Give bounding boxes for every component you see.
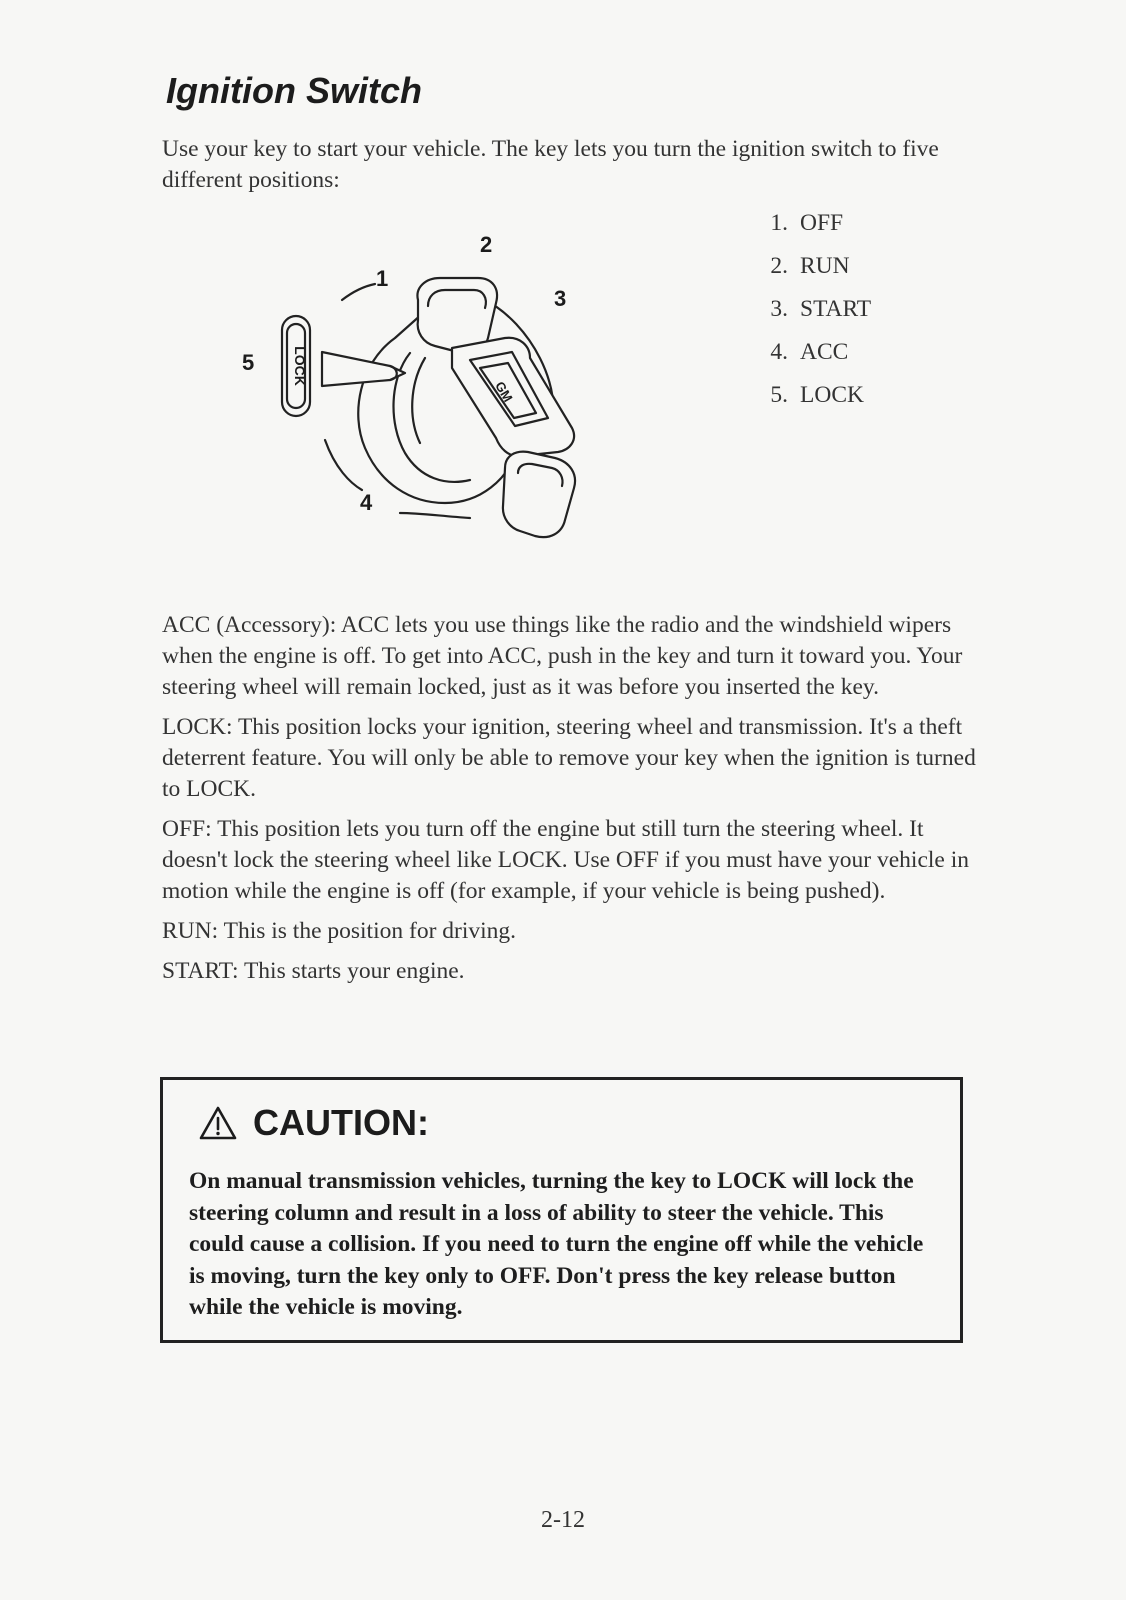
ignition-switch-illustration bbox=[230, 228, 610, 568]
description-paragraph: ACC (Accessory): ACC lets you use things like the radio and the windshield wipers when the engine is off. To get into ACC, push in the key and turn it toward you. Your steering wheel will remain locked, just as it was before you inserted the key. bbox=[162, 612, 963, 700]
position-number: 2. bbox=[770, 253, 788, 279]
position-descriptions bbox=[162, 610, 982, 996]
list-item bbox=[750, 245, 871, 288]
caution-text: On manual transmission vehicles, turning the key to LOCK will lock the steering column and result in a loss of ability to steer the vehicle. This could cause a collision. If you need to turn the engine off while the vehicle is moving, turn the key only to OFF. Don't press the key release button while the vehicle is moving. bbox=[189, 1168, 924, 1320]
description-paragraph: LOCK: This position locks your ignition, steering wheel and transmission. It's a theft deterrent feature. You will only be able to remove your key when the ignition is turned to LOCK. bbox=[162, 714, 976, 802]
callout-label: 3 bbox=[554, 286, 567, 311]
description-paragraph: OFF: This position lets you turn off the engine but still turn the steering wheel. It doesn't lock the steering wheel like LOCK. Use OFF if you must have your vehicle in motion while the engine is off (for example, if your vehicle is being pushed). bbox=[162, 816, 969, 904]
caution-header bbox=[199, 1102, 429, 1144]
lock-indicator-label: LOCK bbox=[292, 346, 308, 386]
callout-label: 2 bbox=[480, 232, 493, 257]
position-number: 1. bbox=[770, 210, 788, 236]
position-label: RUN bbox=[800, 253, 850, 279]
list-item bbox=[750, 288, 871, 331]
caution-box bbox=[160, 1077, 963, 1343]
position-number: 4. bbox=[770, 339, 788, 365]
list-item bbox=[750, 374, 871, 417]
page-number: 2-12 bbox=[541, 1507, 585, 1533]
warning-triangle-icon bbox=[199, 1106, 237, 1140]
position-number: 3. bbox=[770, 296, 788, 322]
position-label: OFF bbox=[800, 210, 844, 236]
callout-label: 1 bbox=[376, 266, 389, 291]
callout-label: 4 bbox=[360, 490, 373, 515]
position-label: ACC bbox=[800, 339, 849, 365]
page-title: Ignition Switch bbox=[166, 70, 422, 111]
list-item bbox=[750, 331, 871, 374]
position-number: 5. bbox=[770, 382, 788, 408]
position-label: LOCK bbox=[800, 382, 864, 408]
position-list bbox=[750, 202, 871, 417]
caution-title: CAUTION: bbox=[253, 1102, 429, 1143]
description-paragraph: START: This starts your engine. bbox=[162, 958, 465, 984]
description-paragraph: RUN: This is the position for driving. bbox=[162, 918, 517, 944]
intro-paragraph: Use your key to start your vehicle. The key lets you turn the ignition switch to five different positions: bbox=[162, 136, 939, 193]
position-label: START bbox=[800, 296, 872, 322]
callout-label: 5 bbox=[242, 350, 255, 375]
list-item bbox=[750, 202, 871, 245]
key-logo-label: GM bbox=[492, 378, 516, 405]
